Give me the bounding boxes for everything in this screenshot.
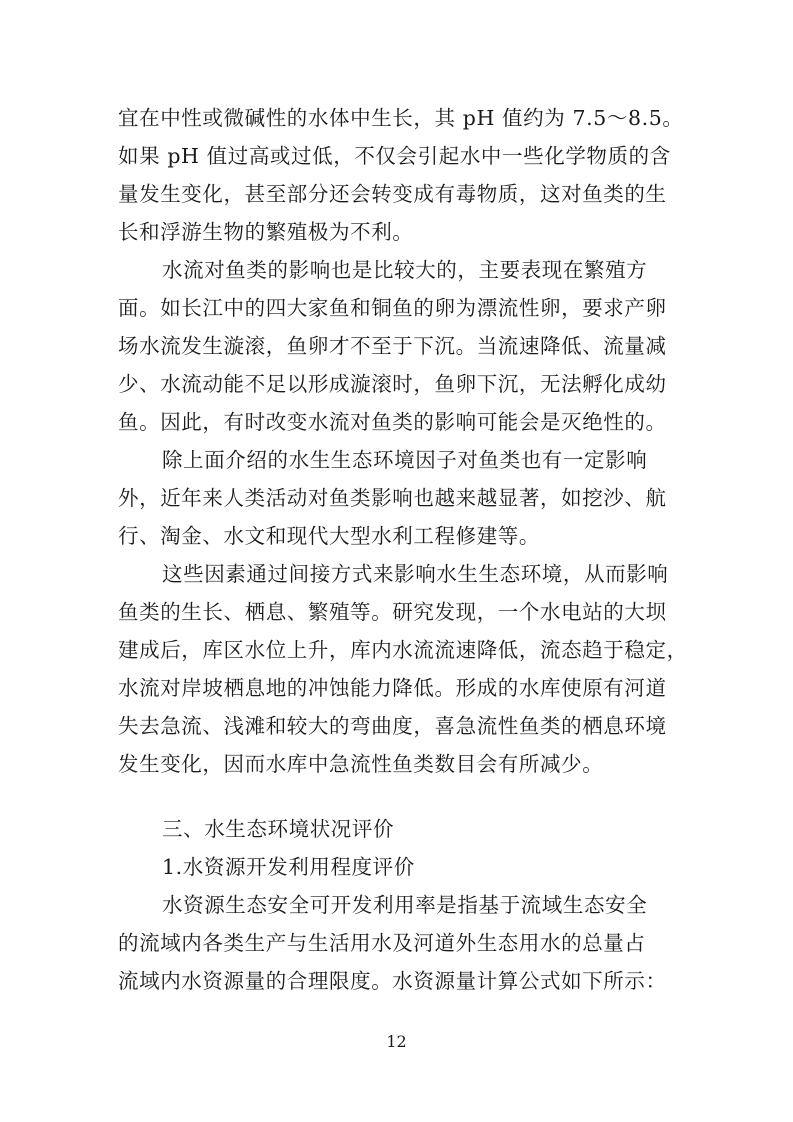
paragraph-line: 面。如长江中的四大家鱼和铜鱼的卵为漂流性卵，要求产卵 [118, 296, 667, 320]
paragraph-line: 量发生变化，甚至部分还会转变成有毒物质，这对鱼类的生 [118, 182, 667, 206]
paragraph-line: 失去急流、浅滩和较大的弯曲度，喜急流性鱼类的栖息环境 [118, 714, 667, 738]
paragraph-line: 少、水流动能不足以形成漩滚时，鱼卵下沉，无法孵化成幼 [118, 372, 667, 396]
paragraph-line: 水流对鱼类的影响也是比较大的，主要表现在繁殖方 [162, 258, 648, 282]
subsection-heading: 1.水资源开发利用程度评价 [162, 855, 415, 879]
paragraph-line: 外，近年来人类活动对鱼类影响也越来越显著，如挖沙、航 [118, 486, 667, 510]
section-heading: 三、水生态环境状况评价 [162, 817, 395, 841]
paragraph-line: 发生变化，因而水库中急流性鱼类数目会有所减少。 [118, 752, 604, 776]
paragraph-line: 鱼类的生长、栖息、繁殖等。研究发现，一个水电站的大坝 [118, 600, 667, 624]
paragraph-line: 长和浮游生物的繁殖极为不利。 [118, 220, 414, 244]
paragraph-line: 场水流发生漩滚，鱼卵才不至于下沉。当流速降低、流量减 [118, 334, 667, 358]
paragraph-line: 鱼。因此，有时改变水流对鱼类的影响可能会是灭绝性的。 [118, 410, 667, 434]
paragraph-line: 流域内水资源量的合理限度。水资源量计算公式如下所示： [118, 969, 667, 993]
paragraph-line: 这些因素通过间接方式来影响水生生态环境，从而影响 [162, 562, 669, 586]
paragraph-line: 宜在中性或微碱性的水体中生长，其 pH 值约为 7.5～8.5。 [118, 106, 684, 130]
paragraph-line: 建成后，库区水位上升，库内水流流速降低，流态趋于稳定， [118, 638, 688, 662]
paragraph-line: 行、淘金、水文和现代大型水利工程修建等。 [118, 524, 540, 548]
paragraph-line: 水流对岸坡栖息地的冲蚀能力降低。形成的水库使原有河道 [118, 676, 667, 700]
page-number: 12 [386, 1032, 407, 1051]
paragraph-line: 的流域内各类生产与生活用水及河道外生态用水的总量占 [118, 931, 646, 955]
paragraph-line: 如果 pH 值过高或过低，不仅会引起水中一些化学物质的含 [118, 144, 671, 168]
paragraph-line: 除上面介绍的水生生态环境因子对鱼类也有一定影响 [162, 448, 648, 472]
paragraph-line: 水资源生态安全可开发利用率是指基于流域生态安全 [162, 893, 648, 917]
